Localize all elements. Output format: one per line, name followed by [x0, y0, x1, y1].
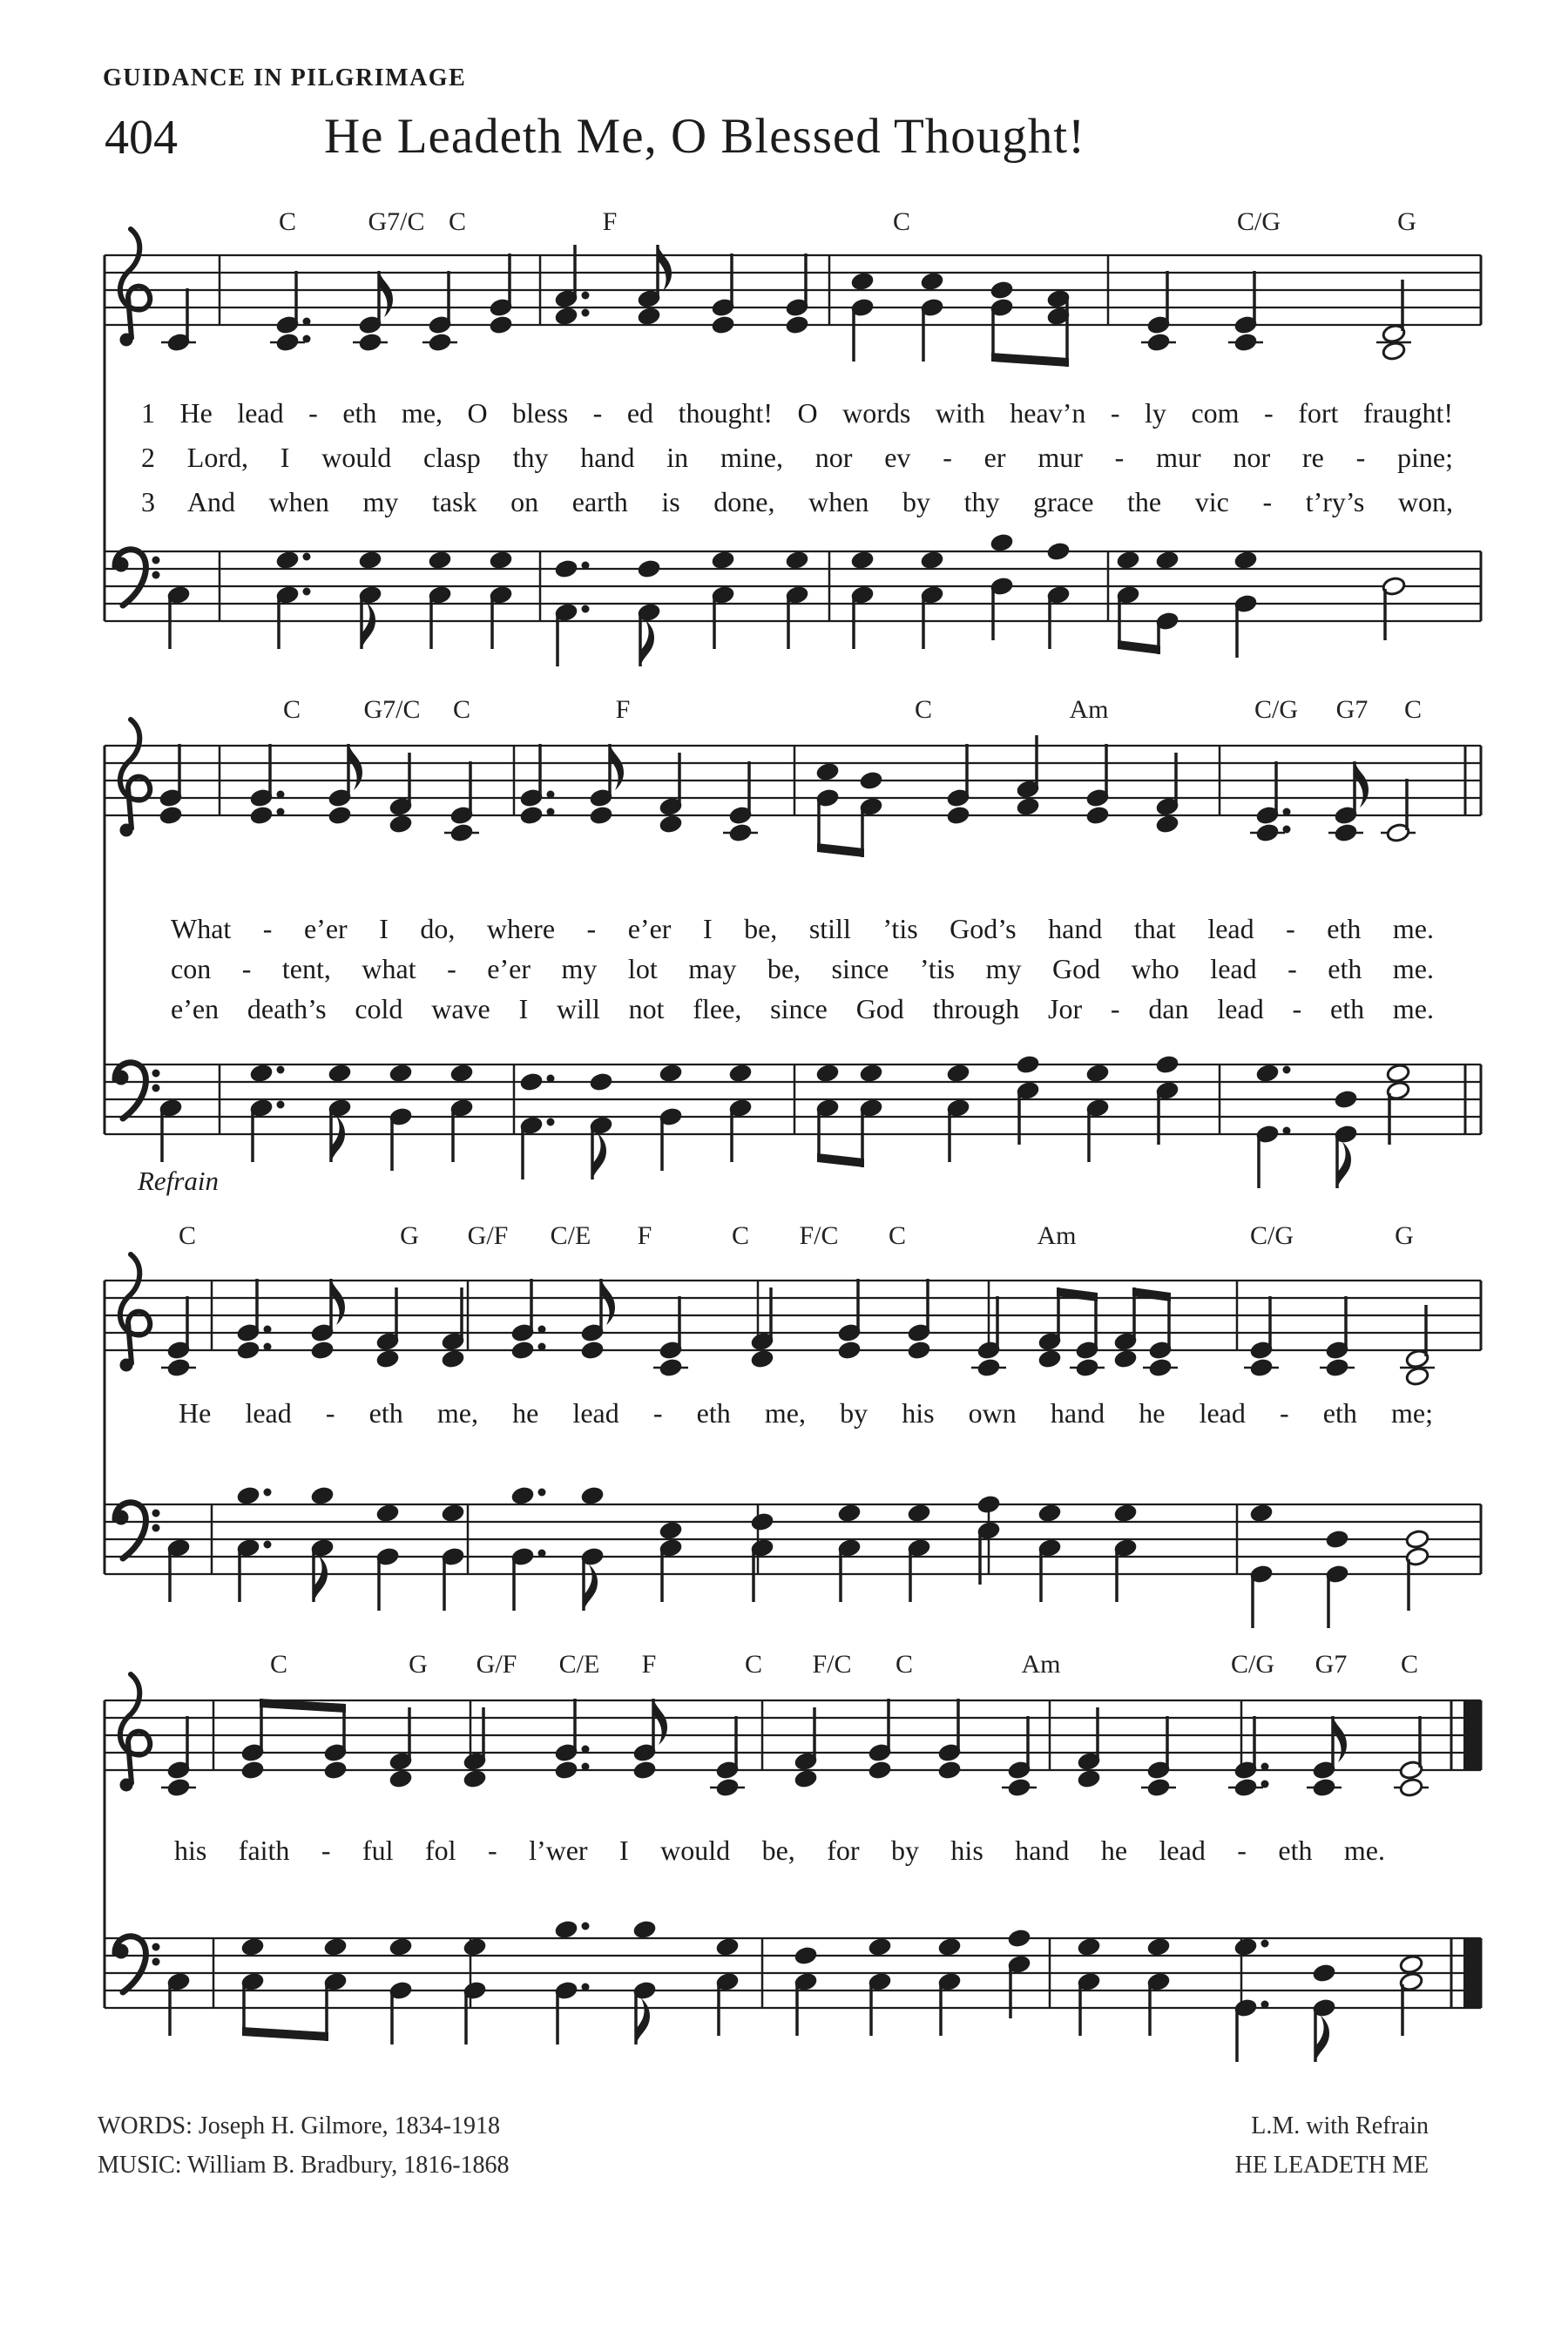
- chord-label: C: [888, 1221, 907, 1250]
- chord-label: C: [178, 1221, 197, 1250]
- chord-label: F/C: [812, 1650, 852, 1679]
- lyric-line: e’en death’s cold wave I will not flee, since God through Jor - dan lead - eth me.: [171, 993, 1434, 1024]
- chord-label: G7/C: [368, 207, 425, 236]
- chord-label: Am: [1037, 1221, 1077, 1250]
- lyric-line: 3 And when my task on earth is done, when by thy grace the vic - t’ry’s won,: [141, 486, 1453, 517]
- chord-label: G7: [1315, 1650, 1348, 1679]
- chord-label: Am: [1069, 695, 1109, 724]
- lyric-line: What - e’er I do, where - e’er I be, still ’tis God’s hand that lead - eth me.: [171, 913, 1434, 944]
- chord-label: G/F: [476, 1650, 517, 1679]
- chord-label: G: [400, 1221, 419, 1250]
- chord-label: C: [269, 1650, 288, 1679]
- music-credit: MUSIC: William B. Bradbury, 1816-1868: [98, 2152, 510, 2179]
- system-3: [105, 1254, 1481, 1628]
- lyric-line: his faith - ful fol - l’wer I would be, for by his hand he lead - eth me.: [174, 1835, 1385, 1866]
- chord-label: C/G: [1254, 695, 1299, 724]
- chord-label: G7: [1335, 695, 1369, 724]
- credits-right: [1235, 2106, 1429, 2185]
- chord-label: C/G: [1230, 1650, 1275, 1679]
- section-category: GUIDANCE IN PILGRIMAGE: [103, 64, 467, 91]
- chord-label: C: [731, 1221, 750, 1250]
- chord-label: F/C: [799, 1221, 839, 1250]
- chord-label: C: [452, 695, 471, 724]
- hymn-title: He Leadeth Me, O Blessed Thought!: [324, 109, 1086, 164]
- chord-label: F: [615, 695, 631, 724]
- lyric-line: 2 Lord, I would clasp thy hand in mine, nor ev - er mur - mur nor re - pine;: [141, 442, 1453, 473]
- chord-label: C/E: [550, 1221, 591, 1250]
- chord-label: F: [637, 1221, 652, 1250]
- chord-label: C: [744, 1650, 763, 1679]
- chord-label: C: [1400, 1650, 1419, 1679]
- chord-label: C/G: [1249, 1221, 1294, 1250]
- chord-label: F: [602, 207, 618, 236]
- chord-label: F: [641, 1650, 657, 1679]
- meter-label: L.M. with Refrain: [1251, 2112, 1429, 2139]
- lyric-line: He lead - eth me, he lead - eth me, by his own hand he lead - eth me;: [179, 1397, 1433, 1429]
- chord-label: G: [409, 1650, 428, 1679]
- chord-label: G/F: [467, 1221, 509, 1250]
- lyric-line: con - tent, what - e’er my lot may be, since ’tis my God who lead - eth me.: [171, 953, 1434, 984]
- words-credit: WORDS: Joseph H. Gilmore, 1834-1918: [98, 2112, 500, 2139]
- chord-label: Am: [1021, 1650, 1061, 1679]
- chord-label: C: [448, 207, 467, 236]
- chord-label: C: [892, 207, 911, 236]
- chord-label: C: [282, 695, 301, 724]
- hymn-number: 404: [105, 111, 178, 165]
- chord-label: C: [914, 695, 933, 724]
- chord-label: G7/C: [363, 695, 421, 724]
- chord-label: G: [1395, 1221, 1414, 1250]
- chord-label: C/E: [558, 1650, 600, 1679]
- chord-label: C: [895, 1650, 914, 1679]
- chord-label: C/G: [1236, 207, 1281, 236]
- chord-label: C: [278, 207, 297, 236]
- credits-left: [98, 2106, 510, 2185]
- tune-name: HE LEADETH ME: [1234, 2152, 1429, 2179]
- system-4: [105, 1674, 1481, 2062]
- chord-label: C: [1403, 695, 1423, 724]
- refrain-label: Refrain: [138, 1166, 219, 1196]
- lyric-line: 1 He lead - eth me, O bless - ed thought! O words with heav’n - ly com - fort fraught!: [141, 397, 1453, 429]
- chord-label: G: [1397, 207, 1416, 236]
